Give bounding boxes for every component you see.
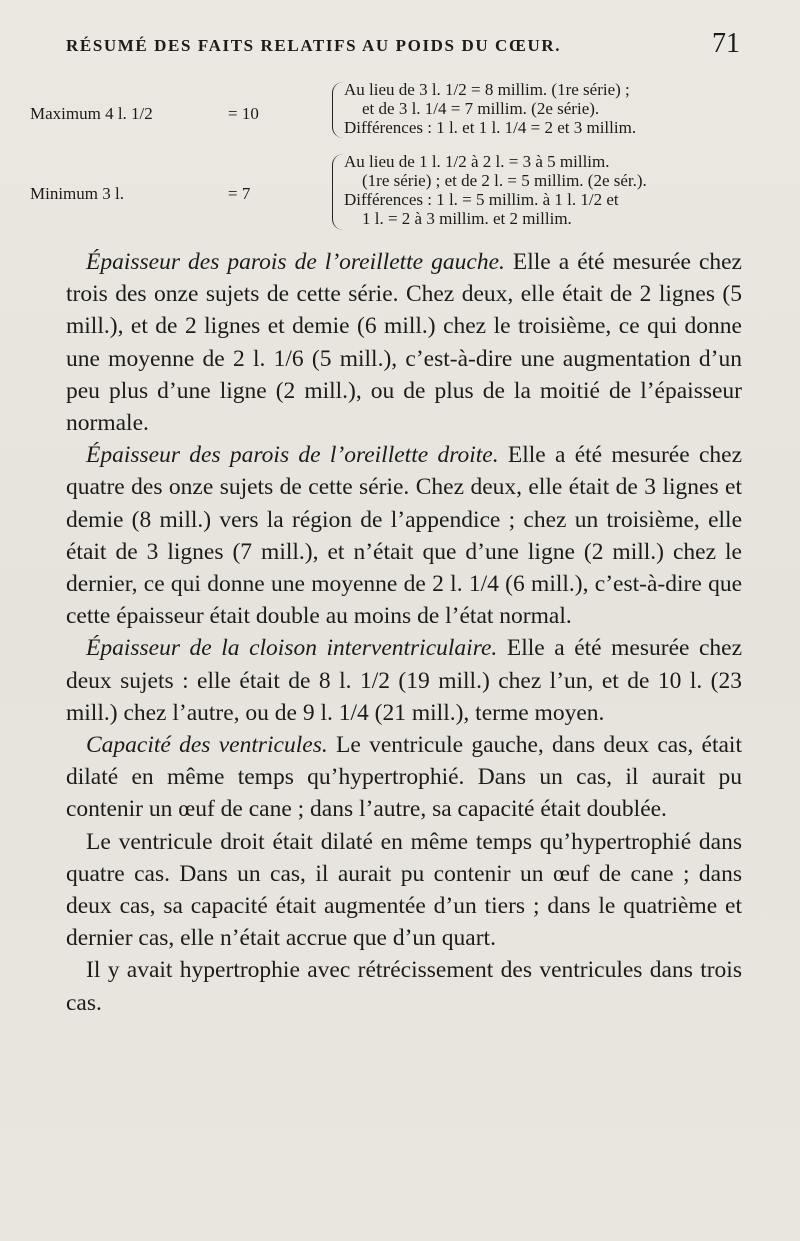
- maximum-line: et de 3 l. 1/4 = 7 millim. (2e série).: [362, 99, 600, 118]
- paragraph-ventricle-capacity: [66, 729, 742, 826]
- body-text: [66, 246, 742, 1019]
- page-header: [66, 28, 742, 66]
- paragraph-heading: Épaisseur des parois de l’oreillette gauche.: [86, 249, 505, 275]
- paragraph-right-ventricle: [66, 826, 742, 955]
- paragraph-heading: Capacité des ventricules.: [86, 732, 328, 759]
- paragraph-heading: Épaisseur de la cloison interventriculaire.: [86, 635, 498, 662]
- maximum-line: Au lieu de 3 l. 1/2 = 8 millim. (1re série) ;: [344, 80, 630, 99]
- running-title: RÉSUMÉ DES FAITS RELATIFS AU POIDS DU CŒUR.: [66, 36, 562, 55]
- minimum-brace: [332, 154, 343, 230]
- paragraph-right-auricle: [66, 439, 742, 632]
- weight-statistics: [30, 80, 742, 230]
- minimum-equals: = 7: [228, 184, 251, 203]
- paragraph-septum: [66, 632, 742, 729]
- minimum-lines: [344, 152, 754, 228]
- maximum-equals: = 10: [228, 104, 259, 123]
- maximum-line: Différences : 1 l. et 1 l. 1/4 = 2 et 3 millim.: [344, 118, 637, 137]
- maximum-brace: [332, 82, 343, 138]
- minimum-label: Minimum 3 l.: [30, 184, 124, 203]
- paragraph-hypertrophy: [66, 954, 742, 1018]
- minimum-group: [30, 152, 742, 234]
- maximum-group: [30, 80, 742, 146]
- maximum-lines: [344, 80, 754, 137]
- maximum-label: Maximum 4 l. 1/2: [30, 104, 153, 123]
- paragraph-text: Le ventricule droit était dilaté en même temps qu’hypertrophié dans quatre cas. Dans un cas, il aurait pu contenir un œuf de cane ; dans deux cas, sa capacité était augmentée d’un tiers ; dans le quatrième et dernier cas, elle n’était accrue que d’un quart.: [66, 828, 742, 952]
- minimum-line: Différences : 1 l. = 5 millim. à 1 l. 1/2 et: [344, 190, 619, 209]
- paragraph-text: Elle a été mesurée chez trois des onze sujets de cette série. Chez deux, elle était de 2 lignes (5 mill.), et de 2 lignes et demie (6 mill.) chez le troisième, ce qui donne une moyenne de 2 l. 1/6 (5 mill.), c’est-à-dire une augmentation d’un peu plus d’une ligne (2 mill.), ou de plus de la moitié de l’épaisseur normale.: [66, 249, 742, 437]
- paragraph-text: Elle a été mesurée chez deux sujets : elle était de 8 l. 1/2 (19 mill.) chez l’un, et de 10 l. (23 mill.) chez l’autre, ou de 9 l. 1/4 (21 mill.), terme moyen.: [66, 635, 743, 726]
- paragraph-text: Il y avait hypertrophie avec rétrécissement des ventricules dans trois cas.: [66, 957, 742, 1016]
- paragraph-heading: Épaisseur des parois de l’oreillette droite.: [86, 442, 499, 469]
- minimum-line: Au lieu de 1 l. 1/2 à 2 l. = 3 à 5 millim.: [344, 152, 610, 171]
- minimum-line: (1re série) ; et de 2 l. = 5 millim. (2e sér.).: [362, 171, 647, 190]
- paragraph-left-auricle: [66, 246, 742, 439]
- paragraph-text: Elle a été mesurée chez quatre des onze sujets de cette série. Chez deux, elle était de 3 lignes et demie (8 mill.) vers la région de l’appendice ; chez un troisième, elle était de 3 lignes (7 mill.), et n’était que d’une ligne (2 mill.) chez le dernier, ce qui donne une moyenne de 2 l. 1/4 (6 mill.), c’est-à-dire que cette épaisseur était double au moins de l’état normal.: [66, 442, 742, 630]
- page-number: 71: [712, 28, 740, 59]
- minimum-line: 1 l. = 2 à 3 millim. et 2 millim.: [362, 209, 572, 228]
- paragraph-text: Le ventricule gauche, dans deux cas, était dilaté en même temps qu’hypertrophié. Dans un cas, il aurait pu contenir un œuf de cane ; dans l’autre, sa capacité était doublée.: [66, 732, 742, 823]
